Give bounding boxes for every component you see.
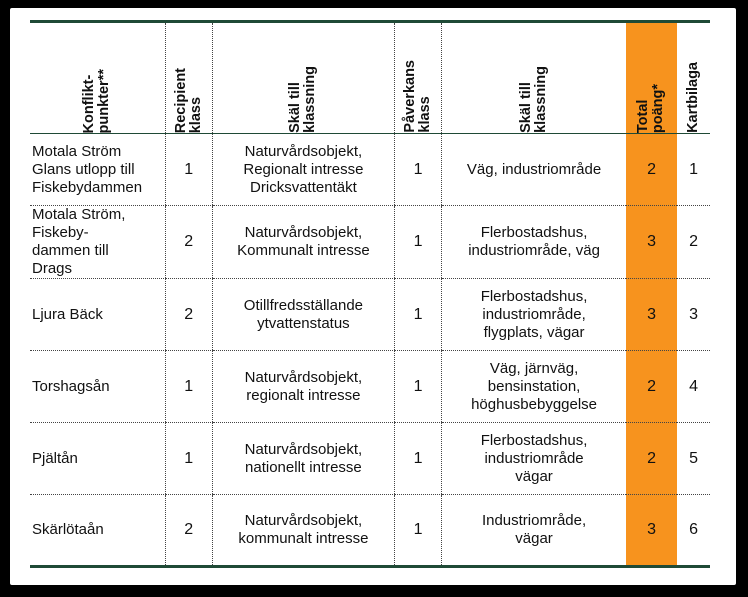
cell-skal-till-klassning-1: Naturvårdsobjekt, nationellt intresse xyxy=(212,423,394,495)
cell-skal-till-klassning-1: Naturvårdsobjekt, Kommunalt intresse xyxy=(212,206,394,279)
table-row xyxy=(30,495,710,567)
cell-skal-till-klassning-2: Industriområde, vägar xyxy=(442,495,626,567)
cell-kartbilaga: 2 xyxy=(677,206,710,279)
cell-recipient-klass: 1 xyxy=(165,423,212,495)
table-row xyxy=(30,423,710,495)
header-total-poang: Total poäng* xyxy=(626,22,677,134)
cell-paverkans-klass: 1 xyxy=(395,495,442,567)
cell-paverkans-klass: 1 xyxy=(395,279,442,351)
header-paverkans-klass: Påverkans klass xyxy=(395,22,442,134)
cell-skal-till-klassning-1: Naturvårdsobjekt, Regionalt intresse Dricksvattentäkt xyxy=(212,134,394,206)
conflict-points-table xyxy=(30,20,710,568)
header-row xyxy=(30,22,710,134)
header-konfliktpunkter: Konflikt- punkter** xyxy=(30,22,165,134)
cell-total-poang: 2 xyxy=(626,351,677,423)
cell-recipient-klass: 1 xyxy=(165,351,212,423)
cell-total-poang: 3 xyxy=(626,279,677,351)
cell-skal-till-klassning-2: Flerbostadshus, industriområde vägar xyxy=(442,423,626,495)
cell-kartbilaga: 4 xyxy=(677,351,710,423)
cell-paverkans-klass: 1 xyxy=(395,423,442,495)
cell-recipient-klass: 2 xyxy=(165,495,212,567)
cell-konfliktpunkt: Torshagsån xyxy=(30,351,165,423)
cell-kartbilaga: 3 xyxy=(677,279,710,351)
cell-total-poang: 3 xyxy=(626,495,677,567)
cell-skal-till-klassning-1: Otillfredsställande ytvattenstatus xyxy=(212,279,394,351)
header-skal-till-klassning-2: Skäl till klassning xyxy=(442,22,626,134)
table-row xyxy=(30,279,710,351)
cell-recipient-klass: 1 xyxy=(165,134,212,206)
cell-kartbilaga: 6 xyxy=(689,521,699,539)
cell-paverkans-klass: 1 xyxy=(395,134,442,206)
cell-konfliktpunkt: Motala Ström Glans utlopp till Fiskebydammen xyxy=(30,134,165,206)
cell-skal-till-klassning-2: Väg, järnväg, bensinstation, höghusbebyggelse xyxy=(442,351,626,423)
cell-skal-till-klassning-2: Väg, industriområde xyxy=(442,134,626,206)
header-kartbilaga: Kartbilaga xyxy=(677,22,710,134)
table-row xyxy=(30,351,710,423)
header-recipient-klass: Recipient klass xyxy=(165,22,212,134)
cell-recipient-klass: 2 xyxy=(165,279,212,351)
cell-total-poang: 2 xyxy=(626,134,677,206)
cell-total-poang: 3 xyxy=(626,206,677,279)
cell-total-poang: 2 xyxy=(626,423,677,495)
header-skal-till-klassning-1: Skäl till klassning xyxy=(212,22,394,134)
cell-paverkans-klass: 1 xyxy=(395,351,442,423)
cell-konfliktpunkt: Pjältån xyxy=(30,423,165,495)
cell-kartbilaga: 1 xyxy=(677,134,710,206)
cell-recipient-klass: 2 xyxy=(165,206,212,279)
cell-skal-till-klassning-1: Naturvårdsobjekt, kommunalt intresse xyxy=(212,495,394,567)
table-row xyxy=(30,206,710,279)
cell-skal-till-klassning-2: Flerbostadshus, industriområde, flygplats, vägar xyxy=(442,279,626,351)
cell-konfliktpunkt: Skärlötaån xyxy=(32,521,104,538)
cell-paverkans-klass: 1 xyxy=(395,206,442,279)
cell-skal-till-klassning-2: Flerbostadshus, industriområde, väg xyxy=(442,206,626,279)
cell-konfliktpunkt: Ljura Bäck xyxy=(30,279,165,351)
cell-kartbilaga: 5 xyxy=(677,423,710,495)
cell-konfliktpunkt: Motala Ström, Fiskeby- dammen till Drags xyxy=(30,206,165,279)
cell-skal-till-klassning-1: Naturvårdsobjekt, regionalt intresse xyxy=(212,351,394,423)
table-row xyxy=(30,134,710,206)
